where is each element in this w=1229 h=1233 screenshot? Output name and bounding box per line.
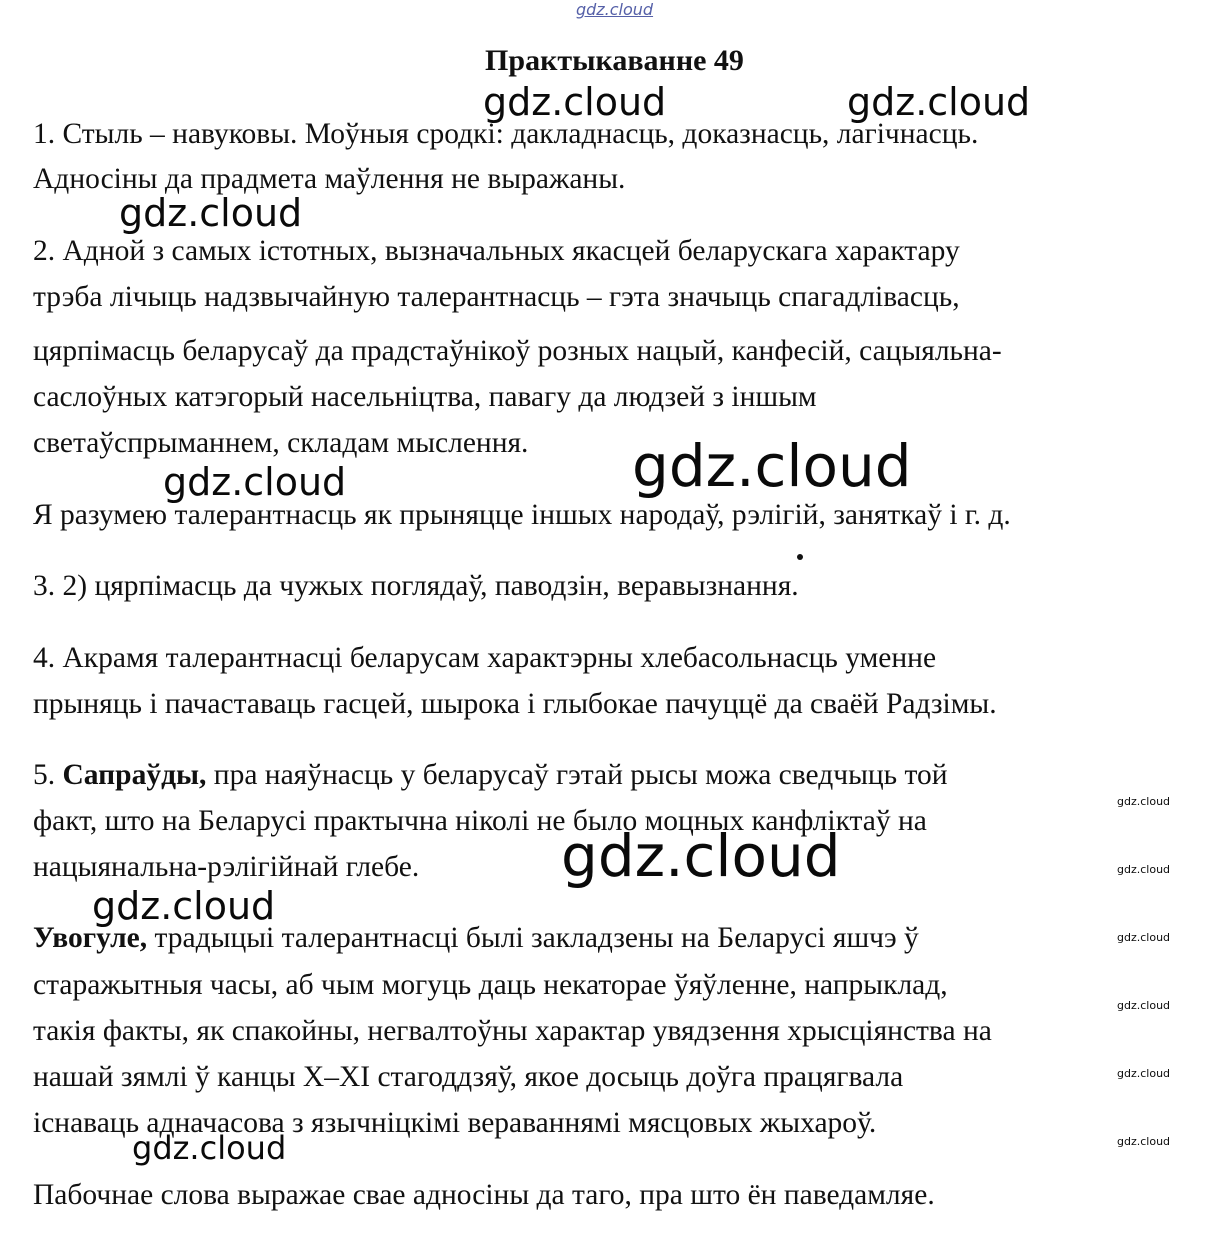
- watermark-small: gdz.cloud: [1117, 1135, 1171, 1148]
- text-line-12-rest: пра наяўнасць у беларусаў гэтай рысы можа сведчыць той: [206, 759, 948, 791]
- watermark-small: gdz.cloud: [1117, 931, 1171, 944]
- text-line-6: саслоўных катэгорый насельніцтва, павагу да людзей з іншым: [33, 381, 817, 413]
- text-line-3: 2. Адной з самых істотных, вызначальных якасцей беларускага характару: [33, 235, 960, 267]
- watermark: gdz.cloud: [163, 460, 347, 504]
- text-line-19: існаваць адначасова з язычніцкімі вераваннямі мясцовых жыхароў.: [33, 1107, 877, 1139]
- watermark: gdz.cloud: [483, 80, 667, 124]
- watermark-small: gdz.cloud: [1117, 999, 1171, 1012]
- text-line-16: старажытныя часы, аб чым могуць даць некаторае ўяўленне, напрыклад,: [33, 969, 948, 1001]
- text-line-8: Я разумею талерантнасць як прыняцце іншых народаў, рэлігій, заняткаў і г. д.: [33, 499, 1011, 531]
- watermark: gdz.cloud: [132, 1129, 287, 1167]
- text-line-10: 4. Акрамя талерантнасці беларусам характэрны хлебасольнасць уменне: [33, 642, 937, 674]
- text-line-15-rest: традыцыі талерантнасці былі закладзены на Беларусі яшчэ ў: [147, 922, 919, 954]
- watermark: gdz.cloud: [632, 432, 912, 500]
- text-line-12: [33, 758, 948, 792]
- text-line-12-bold: Сапраўды,: [62, 759, 207, 791]
- text-line-4: трэба лічыць надзвычайную талерантнасць – гэта значыць спагадлівасць,: [33, 281, 960, 313]
- text-line-2: Адносіны да прадмета маўлення не выражаны.: [33, 163, 626, 195]
- watermark: gdz.cloud: [847, 80, 1031, 124]
- text-line-20: Пабочнае слова выражае свае адносіны да таго, пра што ён паведамляе.: [33, 1179, 935, 1211]
- watermark: gdz.cloud: [119, 191, 303, 235]
- watermark-small: gdz.cloud: [1117, 1067, 1171, 1080]
- stray-dot: [797, 554, 803, 560]
- text-line-5: цярпімасць беларусаў да прадстаўнікоў розных нацый, канфесій, сацыяльна-: [33, 335, 1002, 367]
- text-line-12-prefix: 5.: [33, 759, 63, 791]
- text-line-1: 1. Стыль – навуковы. Моўныя сродкі: дакладнасць, доказнасць, лагічнасць.: [33, 118, 979, 150]
- text-line-13: факт, што на Беларусі практычна ніколі не было моцных канфліктаў на: [33, 805, 927, 837]
- text-line-15-bold: Увогуле,: [33, 922, 148, 954]
- text-line-17: такія факты, як спакойны, негвалтоўны характар увядзення хрысціянства на: [33, 1015, 992, 1047]
- watermark-top: gdz.cloud: [575, 0, 654, 19]
- text-line-7: светаўспрыманнем, складам мыслення.: [33, 427, 529, 459]
- watermark: gdz.cloud: [561, 822, 841, 890]
- watermark-small: gdz.cloud: [1117, 863, 1171, 876]
- text-line-14: нацыянальна-рэлігійнай глебе.: [33, 851, 420, 883]
- text-line-11: прыняць і пачаставаць гасцей, шырока і глыбокае пачуццё да сваёй Радзімы.: [33, 688, 997, 720]
- text-line-9: 3. 2) цярпімасць да чужых поглядаў, паводзін, веравызнання.: [33, 570, 799, 602]
- text-line-18: нашай зямлі ў канцы X–XI стагоддзяў, якое досыць доўга працягвала: [33, 1061, 904, 1093]
- watermark-small: gdz.cloud: [1117, 795, 1171, 808]
- watermark: gdz.cloud: [92, 884, 276, 928]
- page-title: Практыкаванне 49: [485, 44, 744, 77]
